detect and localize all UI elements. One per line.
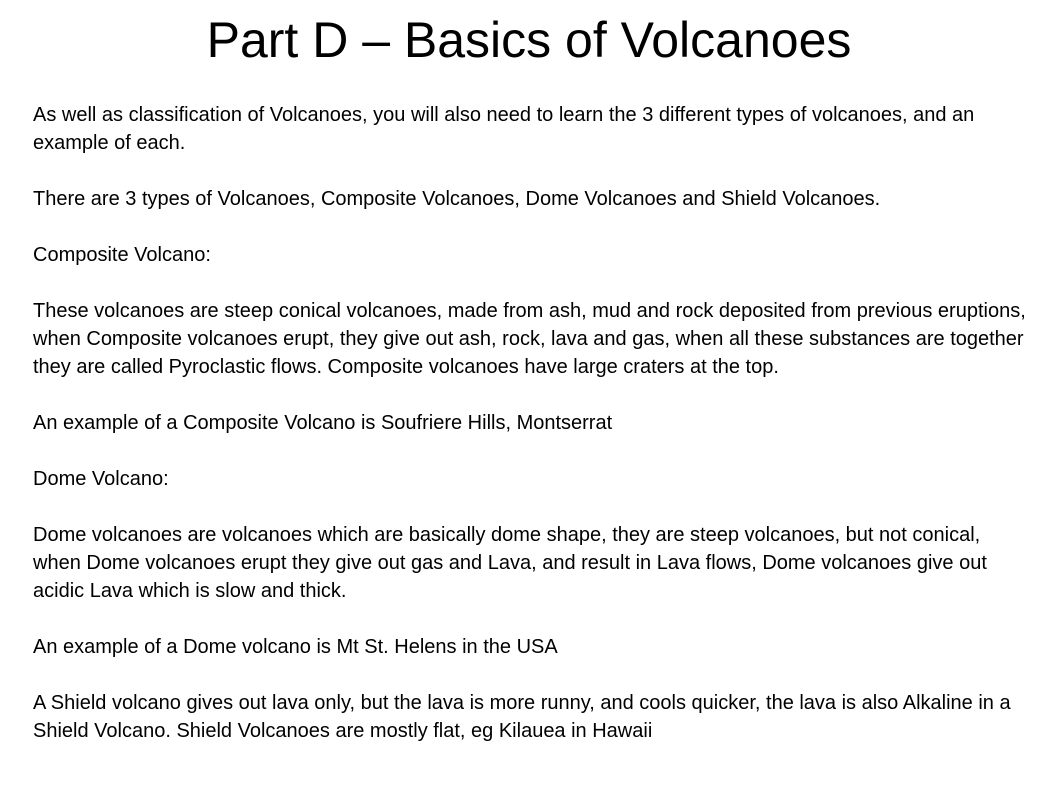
slide-body <box>33 101 1033 745</box>
composite-example: An example of a Composite Volcano is Soufriere Hills, Montserrat <box>33 412 613 434</box>
dome-heading: Dome Volcano: <box>33 468 169 490</box>
spacer <box>33 493 1033 521</box>
spacer <box>33 269 1033 297</box>
spacer <box>33 381 1033 409</box>
spacer <box>33 661 1033 689</box>
composite-heading: Composite Volcano: <box>33 244 211 266</box>
dome-example: An example of a Dome volcano is Mt St. Helens in the USA <box>33 636 558 658</box>
spacer <box>33 437 1033 465</box>
dome-description: Dome volcanoes are volcanoes which are basically dome shape, they are steep volcanoes, but not conical, when Dome volcanoes erupt they give out gas and Lava, and result in Lava flows, Dome volcanoes give out acidic Lava which is slow and thick. <box>33 524 987 602</box>
shield-description: A Shield volcano gives out lava only, but the lava is more runny, and cools quicker, the lava is also Alkaline in a Shield Volcano. Shield Volcanoes are mostly flat, eg Kilauea in Hawaii <box>33 692 1011 742</box>
spacer <box>33 605 1033 633</box>
slide-title: Part D – Basics of Volcanoes <box>206 12 852 68</box>
spacer <box>33 213 1033 241</box>
spacer <box>33 157 1033 185</box>
intro-paragraph: As well as classification of Volcanoes, you will also need to learn the 3 different types of volcanoes, and an example of each. <box>33 104 975 154</box>
types-paragraph: There are 3 types of Volcanoes, Composite Volcanoes, Dome Volcanoes and Shield Volcanoes. <box>33 188 881 210</box>
composite-description: These volcanoes are steep conical volcanoes, made from ash, mud and rock deposited from previous eruptions, when Composite volcanoes erupt, they give out ash, rock, lava and gas, when all these substances are together they are called Pyroclastic flows. Composite volcanoes have large craters at the top. <box>33 300 1026 378</box>
